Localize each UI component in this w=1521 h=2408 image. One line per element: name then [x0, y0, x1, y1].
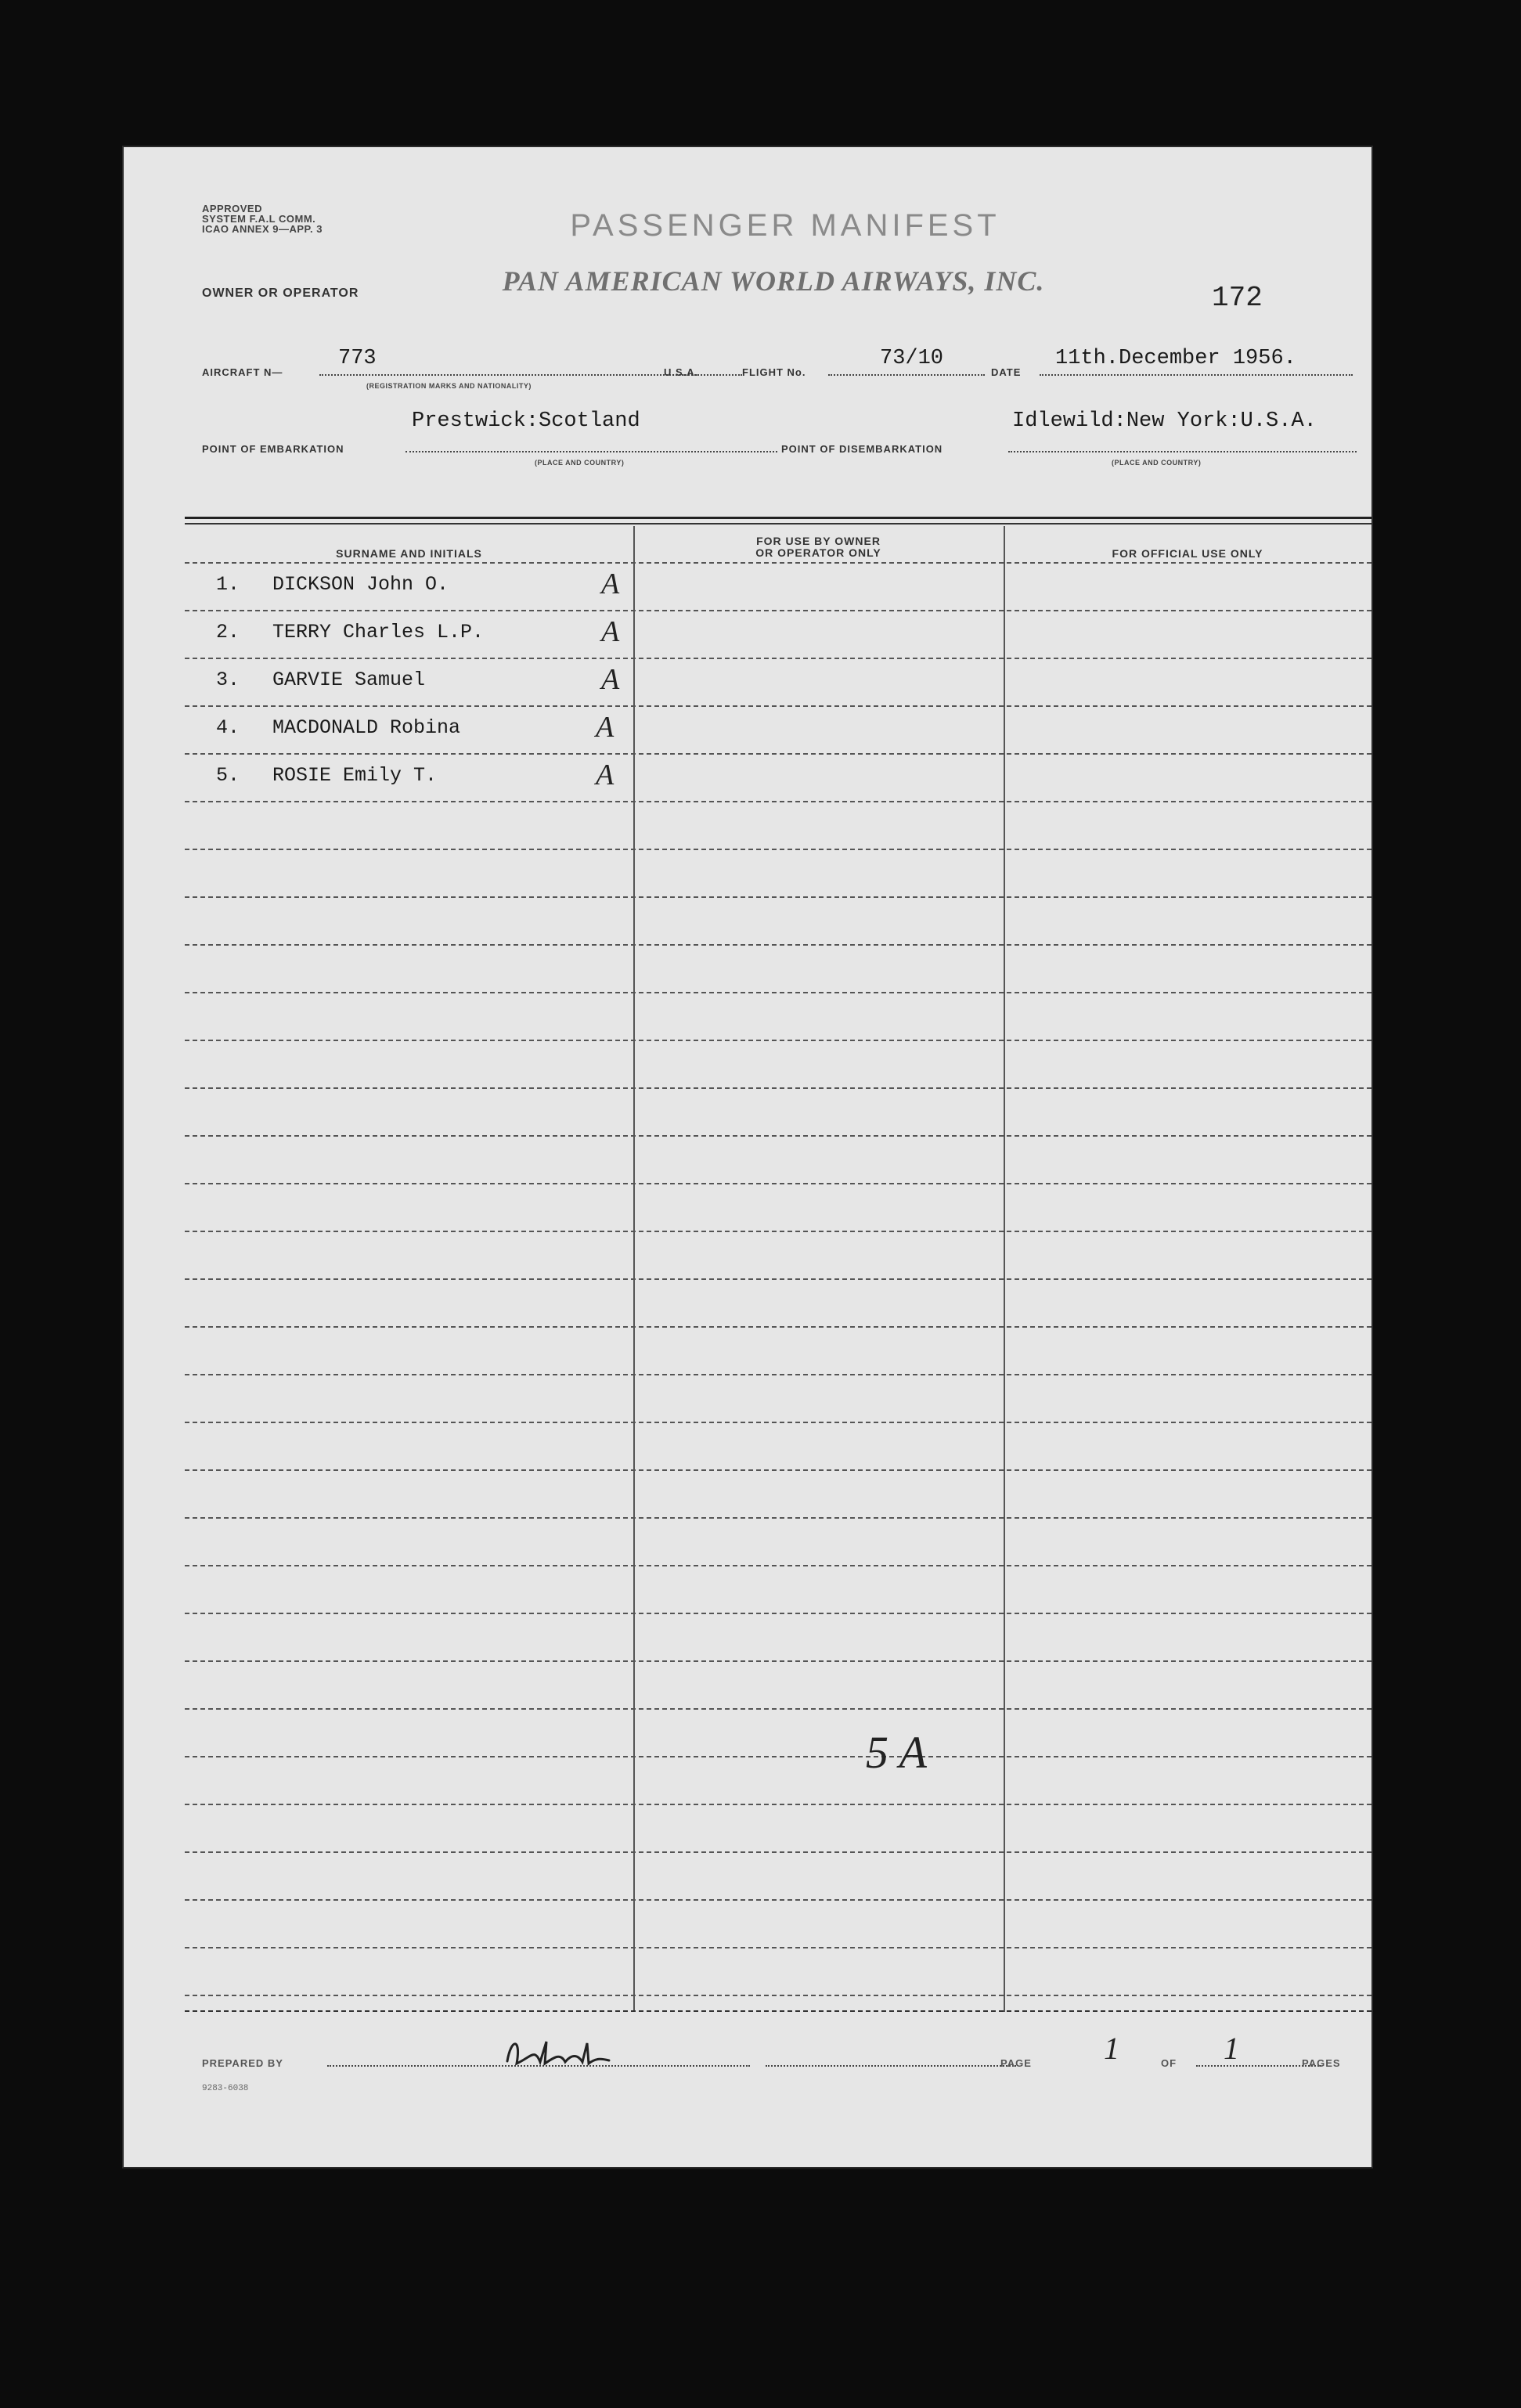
manifest-page: [124, 147, 1371, 2167]
row-rule: [185, 1517, 1371, 1519]
column-header-owner-line1: FOR USE BY OWNER: [756, 535, 881, 547]
table-bottom-rule: [185, 2010, 1371, 2012]
row-rule: [185, 1995, 1371, 1996]
approval-line-2: SYSTEM F.A.L COMM.: [202, 213, 316, 225]
row-rule: [185, 753, 1371, 755]
page-title: PASSENGER MANIFEST: [570, 208, 1000, 243]
column-header-owner-line2: OR OPERATOR ONLY: [755, 546, 881, 559]
row-rule: [185, 1469, 1371, 1471]
disembarkation-sublabel: (PLACE AND COUNTRY): [1112, 459, 1202, 467]
row-rule: [185, 1660, 1371, 1662]
flight-number: 73/10: [880, 347, 944, 370]
row-rule: [185, 944, 1371, 946]
row-rule: [185, 801, 1371, 802]
passenger-check-mark: A: [596, 711, 615, 744]
row-rule: [185, 1756, 1371, 1757]
row-rule: [185, 1851, 1371, 1853]
approval-line-1: APPROVED: [202, 203, 262, 214]
column-header-official: FOR OFFICIAL USE ONLY: [1112, 547, 1263, 560]
row-rule: [185, 1183, 1371, 1184]
operator-name: PAN AMERICAN WORLD AIRWAYS, INC.: [502, 265, 1045, 297]
page-value: 1: [1104, 2031, 1119, 2066]
passenger-number: 2.: [215, 621, 240, 643]
row-rule: [185, 658, 1371, 659]
row-rule: [185, 1708, 1371, 1710]
of-value: 1: [1224, 2031, 1239, 2066]
disembarkation-value: Idlewild:New York:U.S.A.: [1012, 409, 1317, 433]
row-rule: [185, 1278, 1371, 1280]
flight-underline: [828, 374, 985, 376]
date-label: DATE: [991, 366, 1022, 378]
flight-label: FLIGHT No.: [742, 366, 806, 378]
date-value: 11th.December 1956.: [1055, 347, 1296, 370]
row-rule: [185, 1135, 1371, 1137]
date-underline: [1040, 374, 1353, 376]
aircraft-number: 773: [338, 347, 377, 370]
column-header-owner: [633, 535, 1004, 559]
column-divider-1: [633, 526, 635, 2012]
row-rule: [185, 1087, 1371, 1089]
embarkation-label: POINT OF EMBARKATION: [202, 443, 344, 455]
passenger-name: MACDONALD Robina: [272, 716, 461, 739]
approval-line-3: ICAO ANNEX 9—APP. 3: [202, 223, 323, 235]
embarkation-underline: [405, 451, 777, 452]
column-header-surname: SURNAME AND INITIALS: [336, 547, 482, 560]
page-stamp-number: 172: [1212, 282, 1263, 314]
disembarkation-underline: [1008, 451, 1357, 452]
usa-label: U.S.A.: [664, 366, 699, 378]
passenger-number: 1.: [215, 573, 240, 596]
tally-note: 5 A: [866, 1727, 927, 1778]
passenger-check-mark: A: [601, 568, 620, 600]
passenger-name: DICKSON John O.: [272, 573, 449, 596]
owner-operator-label: OWNER OR OPERATOR: [202, 287, 359, 300]
row-rule: [185, 562, 1371, 564]
row-rule: [185, 1613, 1371, 1614]
row-rule: [185, 896, 1371, 898]
pages-label: PAGES: [1302, 2057, 1341, 2069]
row-rule: [185, 1326, 1371, 1328]
row-rule: [185, 1899, 1371, 1901]
prepared-by-label: PREPARED BY: [202, 2057, 283, 2069]
row-rule: [185, 1040, 1371, 1041]
passenger-name: TERRY Charles L.P.: [272, 621, 485, 643]
passenger-number: 4.: [215, 716, 240, 739]
row-rule: [185, 610, 1371, 611]
table-top-rule-2: [185, 523, 1371, 524]
passenger-table: [185, 517, 1371, 2145]
passenger-number: 5.: [215, 764, 240, 787]
row-rule: [185, 705, 1371, 707]
aircraft-sublabel: (REGISTRATION MARKS AND NATIONALITY): [366, 382, 532, 390]
disembarkation-label: POINT OF DISEMBARKATION: [781, 443, 943, 455]
embarkation-value: Prestwick:Scotland: [412, 409, 640, 433]
embarkation-sublabel: (PLACE AND COUNTRY): [535, 459, 625, 467]
table-top-rule: [185, 517, 1371, 519]
row-rule: [185, 1565, 1371, 1566]
row-rule: [185, 849, 1371, 850]
row-rule: [185, 1804, 1371, 1805]
page-underline: [766, 2065, 1016, 2067]
row-rule: [185, 992, 1371, 993]
form-code: 9283-6038: [202, 2084, 249, 2093]
passenger-check-mark: A: [596, 759, 615, 791]
passenger-check-mark: A: [601, 663, 620, 696]
row-rule: [185, 1947, 1371, 1948]
passenger-name: GARVIE Samuel: [272, 669, 426, 691]
of-label: OF: [1161, 2057, 1177, 2069]
row-rule: [185, 1422, 1371, 1423]
column-divider-2: [1004, 526, 1005, 2012]
page-label: PAGE: [1000, 2057, 1032, 2069]
row-rule: [185, 1374, 1371, 1375]
passenger-number: 3.: [215, 669, 240, 691]
aircraft-label: AIRCRAFT N—: [202, 366, 283, 378]
prepared-by-signature: [499, 2034, 625, 2073]
passenger-check-mark: A: [601, 615, 620, 648]
row-rule: [185, 1231, 1371, 1232]
approval-block: [202, 204, 323, 234]
passenger-name: ROSIE Emily T.: [272, 764, 438, 787]
